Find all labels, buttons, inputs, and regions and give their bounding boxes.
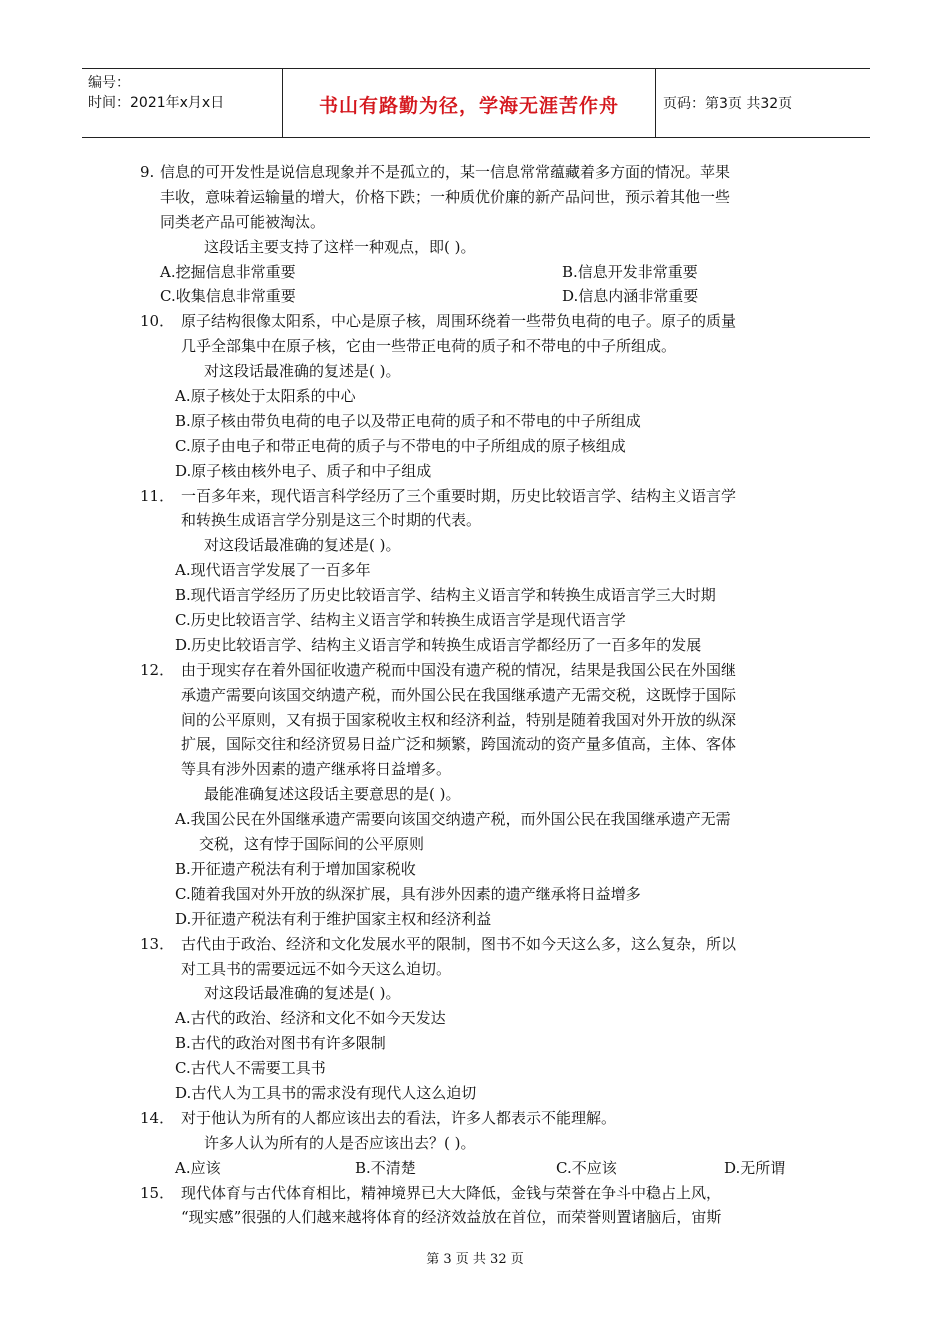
question-stem: 最能准确复述这段话主要意思的是( )。 [204,785,461,804]
option-d: D.无所谓 [724,1158,786,1177]
header-left-cell [88,73,278,113]
question-text-line: 承遗产需要向该国交纳遗产税，而外国公民在我国继承遗产无需交税，这既悖于国际 [181,685,737,704]
option-b: B.开征遗产税法有利于增加国家税收 [175,859,416,878]
question-number: 12． [140,660,175,679]
option-a: A.古代的政治、经济和文化不如今天发达 [175,1009,446,1028]
question-stem: 这段话主要支持了这样一种观点，即( )。 [204,237,476,256]
question-text-line: 对工具书的需要远远不如今天这么迫切。 [181,959,452,978]
question-text-line: 和转换生成语言学分别是这三个时期的代表。 [181,511,482,530]
option-c: C.不应该 [556,1158,617,1177]
option-b: B.原子核由带负电荷的电子以及带正电荷的质子和不带电的中子所组成 [175,411,641,430]
question-text-line: 一百多年来，现代语言科学经历了三个重要时期，历史比较语言学、结构主义语言学 [181,486,737,505]
option-d: D.信息内涵非常重要 [562,287,699,306]
document-header [82,68,870,138]
option-c: C.收集信息非常重要 [160,287,296,306]
option-b: B.信息开发非常重要 [562,262,698,281]
question-stem: 对这段话最准确的复述是( )。 [204,536,401,555]
question-15 [140,1181,812,1231]
option-b: B.现代语言学经历了历史比较语言学、结构主义语言学和转换生成语言学三大时期 [175,586,716,605]
page-footer: 第 3 页 共 32 页 [426,1252,524,1267]
question-text-line: 扩展，国际交往和经济贸易日益广泛和频繁，跨国流动的资产量多值高，主体、客体 [181,735,737,754]
question-10 [140,309,812,483]
question-text-line: 同类老产品可能被淘汰。 [160,212,326,231]
question-stem: 对这段话最准确的复述是( )。 [204,984,401,1003]
question-text-line: 现代体育与古代体育相比，精神境界已大大降低，金钱与荣誉在争斗中稳占上风， [181,1183,722,1202]
question-12 [140,658,812,932]
option-a: A.现代语言学发展了一百多年 [175,561,371,580]
option-c: C.古代人不需要工具书 [175,1059,326,1078]
question-stem: 许多人认为所有的人是否应该出去？( )。 [204,1133,476,1152]
question-text-line: 丰收，意味着运输量的增大，价格下跌；一种质优价廉的新产品问世，预示着其他一些 [160,187,731,206]
question-number: 10． [140,312,175,331]
page-info: 页码：第3页 共32页 [663,96,793,112]
option-d: D.历史比较语言学、结构主义语言学和转换生成语言学都经历了一百多年的发展 [175,635,702,654]
option-a: A.挖掘信息非常重要 [160,262,296,281]
option-d: D.古代人为工具书的需求没有现代人这么迫切 [175,1083,477,1102]
question-text-line: “现实感”很强的人们越来越将体育的经济效益放在首位，而荣誉则置诸脑后，宙斯 [181,1208,722,1227]
question-text-line: 几乎全部集中在原子核，它由一些带正电荷的质子和不带电的中子所组成。 [181,337,677,356]
header-divider [655,69,656,137]
option-c: C.随着我国对外开放的纵深扩展，具有涉外因素的遗产继承将日益增多 [175,884,641,903]
question-text-line: 间的公平原则，又有损于国家税收主权和经济利益，特别是随着我国对外开放的纵深 [181,710,737,729]
question-number: 11． [140,486,175,505]
option-c: C.原子由电子和带正电荷的质子与不带电的中子所组成的原子核组成 [175,436,626,455]
question-text-line: 古代由于政治、经济和文化发展水平的限制，图书不如今天这么多，这么复杂，所以 [181,934,737,953]
question-14 [140,1106,812,1181]
motto: 书山有路勤为径，学海无涯苦作舟 [318,95,619,117]
question-number: 15． [140,1183,175,1202]
option-c: C.历史比较语言学、结构主义语言学和转换生成语言学是现代语言学 [175,611,626,630]
question-13 [140,932,812,1106]
question-text-line: 原子结构很像太阳系，中心是原子核，周围环绕着一些带负电荷的电子。原子的质量 [181,312,737,331]
option-a: A.应该 [175,1158,221,1177]
option-a-continued: 交税，这有悖于国际间的公平原则 [199,835,425,854]
question-text-line: 等具有涉外因素的遗产继承将日益增多。 [181,760,452,779]
option-b: B.古代的政治对图书有许多限制 [175,1034,386,1053]
option-a: A.我国公民在外国继承遗产需要向该国交纳遗产税，而外国公民在我国继承遗产无需 [175,810,731,829]
question-11 [140,484,812,658]
document-body [140,160,812,1230]
question-number: 14． [140,1108,175,1127]
option-d: D.原子核由核外电子、质子和中子组成 [175,461,432,480]
question-number: 13． [140,934,175,953]
question-text-line: 由于现实存在着外国征收遗产税而中国没有遗产税的情况，结果是我国公民在外国继 [181,660,737,679]
question-text-line: 对于他认为所有的人都应该出去的看法，许多人都表示不能理解。 [181,1108,617,1127]
code-label: 编号： [88,75,130,91]
option-a: A.原子核处于太阳系的中心 [175,387,356,406]
question-text-line: 信息的可开发性是说信息现象并不是孤立的，某一信息常常蕴藏着多方面的情况。苹果 [160,163,731,181]
time-label: 时间：2021年x月x日 [88,95,225,111]
question-number: 9. [140,163,155,181]
question-9 [140,160,812,309]
question-stem: 对这段话最准确的复述是( )。 [204,362,401,381]
option-b: B.不清楚 [355,1158,416,1177]
option-d: D.开征遗产税法有利于维护国家主权和经济利益 [175,909,492,928]
